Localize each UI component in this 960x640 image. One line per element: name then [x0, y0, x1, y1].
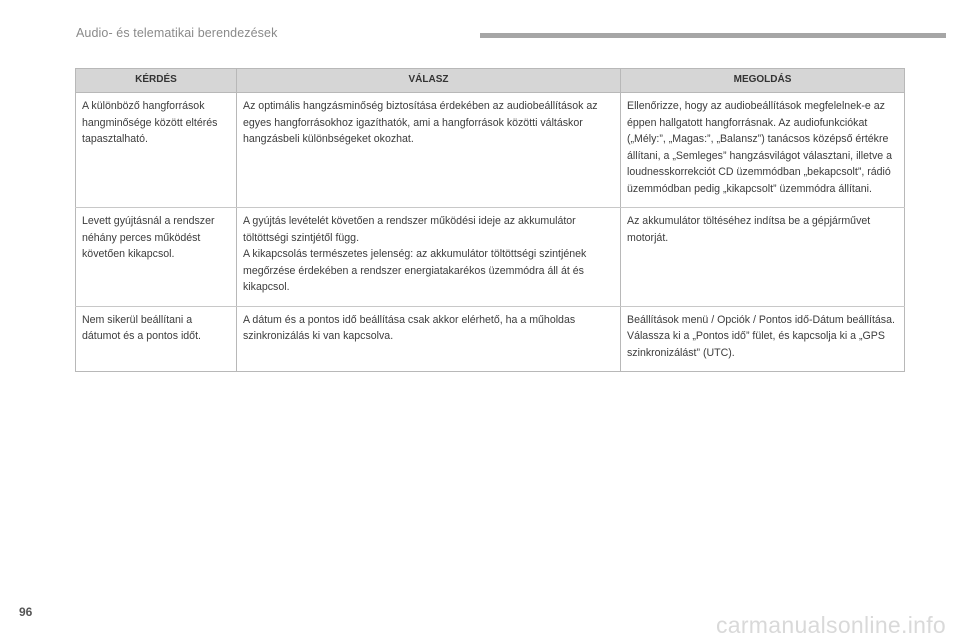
column-header-question: KÉRDÉS [76, 69, 237, 93]
table-row [76, 208, 905, 307]
table-row [76, 93, 905, 208]
question-cell: Levett gyújtásnál a rendszer néhány perces működést követően kikapcsol. [76, 208, 237, 307]
watermark: carmanualsonline.info [715, 612, 946, 638]
answer-paragraph: A gyújtás levételét követően a rendszer működési ideje az akkumulátor töltöttségi szintjétől függ. [243, 215, 576, 244]
solution-cell: Az akkumulátor töltéséhez indítsa be a gépjárművet motorját. [621, 208, 905, 307]
page-header-title: Audio- és telematikai berendezések [76, 26, 278, 40]
header-divider-bar [480, 33, 946, 38]
column-header-answer: VÁLASZ [237, 69, 621, 93]
table-row [76, 306, 905, 372]
answer-cell [237, 306, 621, 372]
table-header-row [76, 69, 905, 93]
question-cell: A különböző hangforrások hangminősége között eltérés tapasztalható. [76, 93, 237, 208]
solution-cell: Beállítások menü / Opciók / Pontos idő-Dátum beállítása. Válassza ki a „Pontos idő” fület, és kapcsolja ki a „GPS szinkronizálást” (UTC). [621, 306, 905, 372]
answer-paragraph: A dátum és a pontos idő beállítása csak akkor elérhető, ha a műholdas szinkronizálás ki van kapcsolva. [243, 313, 576, 342]
answer-cell [237, 93, 621, 208]
page-number: 96 [19, 605, 33, 619]
answer-paragraph: Az optimális hangzásminőség biztosítása érdekében az audiobeállítások az egyes hangforrásokhoz igazíthatók, ami a hangforrások közötti váltáskor hangzásbeli különbségeket okozhat. [243, 100, 598, 145]
solution-cell: Ellenőrizze, hogy az audiobeállítások megfelelnek-e az éppen hallgatott hangforrásnak. Az audiofunkciókat („Mély:”, „Magas:”, „Balansz”) tanácsos középső értékre állítani, a „Semleges” hangzásvilágot választani, illetve a loudnesskorrekciót CD üzemmódban „bekapcsolt”, rádió üzemmódban pedig „kikapcsolt” üzemmódra állítani. [621, 93, 905, 208]
answer-cell [237, 208, 621, 307]
column-header-solution: MEGOLDÁS [621, 69, 905, 93]
answer-paragraph: A kikapcsolás természetes jelenség: az akkumulátor töltöttségi szintjének megőrzése érdekében a rendszer energiatakarékos üzemmódra áll át és kikapcsol. [243, 248, 587, 293]
question-cell: Nem sikerül beállítani a dátumot és a pontos időt. [76, 306, 237, 372]
troubleshooting-table [75, 68, 905, 372]
